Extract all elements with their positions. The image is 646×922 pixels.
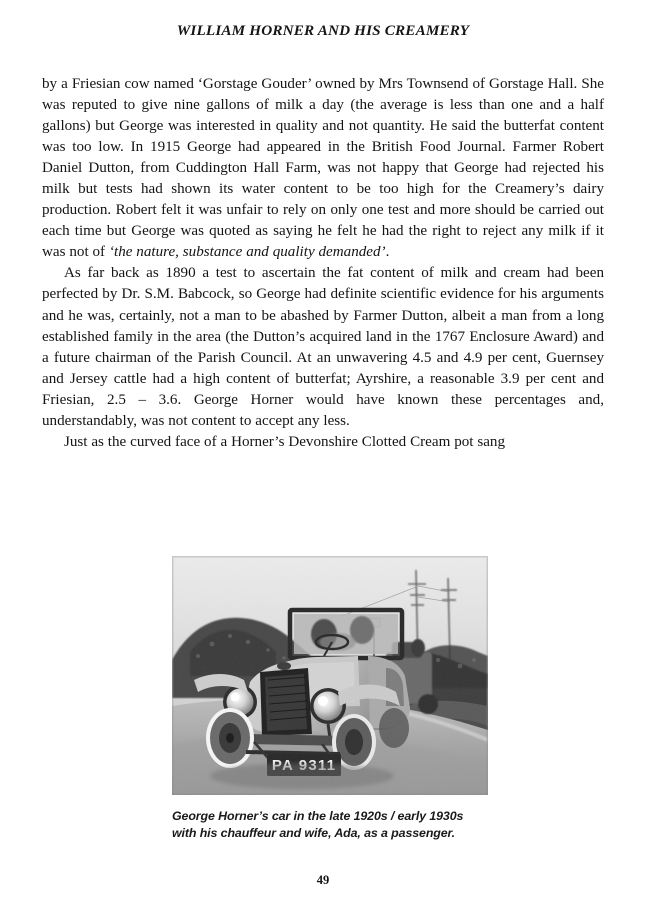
- paragraph-clotted-cream: Just as the curved face of a Horner’s Devonshire Clotted Cream pot sang: [64, 433, 506, 450]
- paragraph-babcock: As far back as 1890 a test to ascertain the fat content of milk and cream had been perfected by Dr. S.M. Babcock, so George had definite scientific evidence for his arguments and he was, certainly, not a man to be abashed by Farmer Dutton, albeit a man from a long established family in the area (the Dutton’s acquired land in the 1767 Enclosure Award) and a future chairman of the Parish Council. At an unwavering 4.5 and 4.9 per cent, Guernsey and Jersey cattle had a high content of butterfat; Ayrshire, a reasonable 3.9 per cent and Friesian, 2.5 – 3.6. George Horner would have known these percentages and, understandably, was not content to accept any less.: [42, 265, 604, 429]
- figure-caption-line-2: with his chauffeur and wife, Ada, as a passenger.: [172, 825, 455, 840]
- photograph-artwork: [172, 556, 488, 795]
- paragraph-continued-text: by a Friesian cow named ‘Gorstage Gouder’ owned by Mrs Townsend of Gorstage Hall. She was reputed to give nine gallons of milk a day (the average is less than one and a half gallons) but George was interested in quality and not quantity. He said the butterfat content was too low. In 1915 George had appeared in the British Food Journal. Farmer Robert Daniel Dutton, from Cuddington Hall Farm, was not happy that George had rejected his milk but tests had shown its water content to be too high for the Creamery’s dairy production. Robert felt it was unfair to rely on only one test and more should be carried out each time but George was quoted as saying he felt he had the right to reject any milk if it was not of: [42, 76, 604, 261]
- figure-caption: [172, 808, 488, 841]
- paragraph-continued: [42, 74, 604, 263]
- body-text-column: [42, 74, 604, 453]
- page-number: 49: [316, 873, 330, 887]
- vintage-car-photograph: [172, 556, 488, 795]
- quoted-phrase-italic: ‘the nature, substance and quality demanded’: [108, 244, 386, 261]
- figure-caption-line-1: George Horner’s car in the late 1920s / early 1930s: [172, 809, 464, 823]
- running-head: WILLIAM HORNER AND HIS CREAMERY: [176, 22, 470, 39]
- paragraph-continued-tail: .: [385, 244, 390, 261]
- figure-vintage-car: [172, 556, 488, 841]
